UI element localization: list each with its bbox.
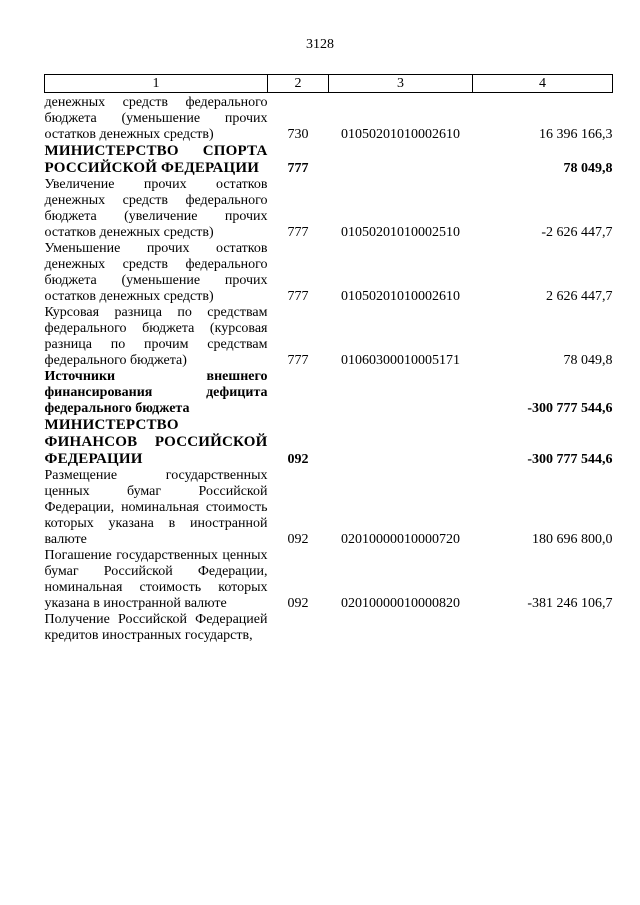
row-code: 777	[287, 353, 309, 368]
row-amount	[473, 612, 613, 644]
row-amount: 78 049,8	[563, 353, 613, 368]
row-name: Уменьшение прочих остатков денежных средств федерального бюджета (уменьшение прочих остатков денежных средств)	[44, 241, 268, 304]
page-number: 3128	[306, 37, 334, 52]
row-name: Источники внешнего финансирования дефицита федерального бюджета	[44, 369, 268, 416]
row-amount: -300 777 544,6	[527, 452, 613, 467]
table-row	[45, 177, 613, 241]
column-header-2: 2	[268, 75, 329, 93]
row-kbk-code	[329, 369, 473, 417]
row-code	[268, 612, 329, 644]
row-name: Увеличение прочих остатков денежных средств федерального бюджета (увеличение прочих остатков денежных средств)	[44, 177, 268, 240]
row-name: МИНИСТЕРСТВО СПОРТА РОССИЙСКОЙ ФЕДЕРАЦИИ	[44, 143, 268, 176]
table-row	[45, 612, 613, 644]
row-code: 092	[287, 532, 309, 547]
row-amount: 16 396 166,3	[539, 127, 613, 142]
table-header-row	[45, 75, 613, 93]
row-name: Размещение государственных ценных бумаг Российской Федерации, номинальная стоимость которых указана в иностранной валюте	[44, 468, 268, 547]
row-name: Погашение государственных ценных бумаг Российской Федерации, номинальная стоимость которых указана в иностранной валюте	[44, 548, 268, 611]
column-header-3: 3	[329, 75, 473, 93]
row-kbk-code: 01060300010005171	[341, 353, 460, 368]
row-kbk-code: 01050201010002610	[341, 127, 460, 142]
row-amount: -300 777 544,6	[527, 401, 613, 416]
row-kbk-code	[329, 612, 473, 644]
row-kbk-code	[329, 417, 473, 468]
row-code: 092	[287, 452, 309, 467]
row-kbk-code: 02010000010000720	[341, 532, 460, 547]
row-amount: 78 049,8	[563, 161, 613, 176]
row-kbk-code: 02010000010000820	[341, 596, 460, 611]
budget-sources-table	[44, 74, 613, 644]
row-amount: 2 626 447,7	[546, 289, 613, 304]
table-row	[45, 417, 613, 468]
table-row	[45, 305, 613, 369]
table-row	[45, 548, 613, 612]
row-code: 730	[287, 127, 309, 142]
row-code: 777	[287, 225, 309, 240]
row-kbk-code	[329, 143, 473, 177]
table-row	[45, 369, 613, 417]
row-code	[268, 369, 329, 417]
column-header-4: 4	[473, 75, 613, 93]
table-row	[45, 93, 613, 144]
column-header-1: 1	[45, 75, 268, 93]
row-code: 777	[287, 161, 309, 176]
row-name: Получение Российской Федерацией кредитов иностранных государств,	[44, 612, 268, 643]
row-kbk-code: 01050201010002510	[341, 225, 460, 240]
row-kbk-code: 01050201010002610	[341, 289, 460, 304]
table-row	[45, 468, 613, 548]
table-row	[45, 241, 613, 305]
row-amount: -381 246 106,7	[527, 596, 613, 611]
row-name: МИНИСТЕРСТВО ФИНАНСОВ РОССИЙСКОЙ ФЕДЕРАЦИИ	[44, 417, 268, 467]
row-amount: -2 626 447,7	[541, 225, 613, 240]
table-body	[45, 93, 613, 645]
row-name: денежных средств федерального бюджета (уменьшение прочих остатков денежных средств)	[44, 95, 268, 142]
row-amount: 180 696 800,0	[532, 532, 613, 547]
table-row	[45, 143, 613, 177]
row-code: 777	[287, 289, 309, 304]
row-code: 092	[287, 596, 309, 611]
row-name: Курсовая разница по средствам федерального бюджета (курсовая разница по прочим средствам федерального бюджета)	[44, 305, 268, 368]
